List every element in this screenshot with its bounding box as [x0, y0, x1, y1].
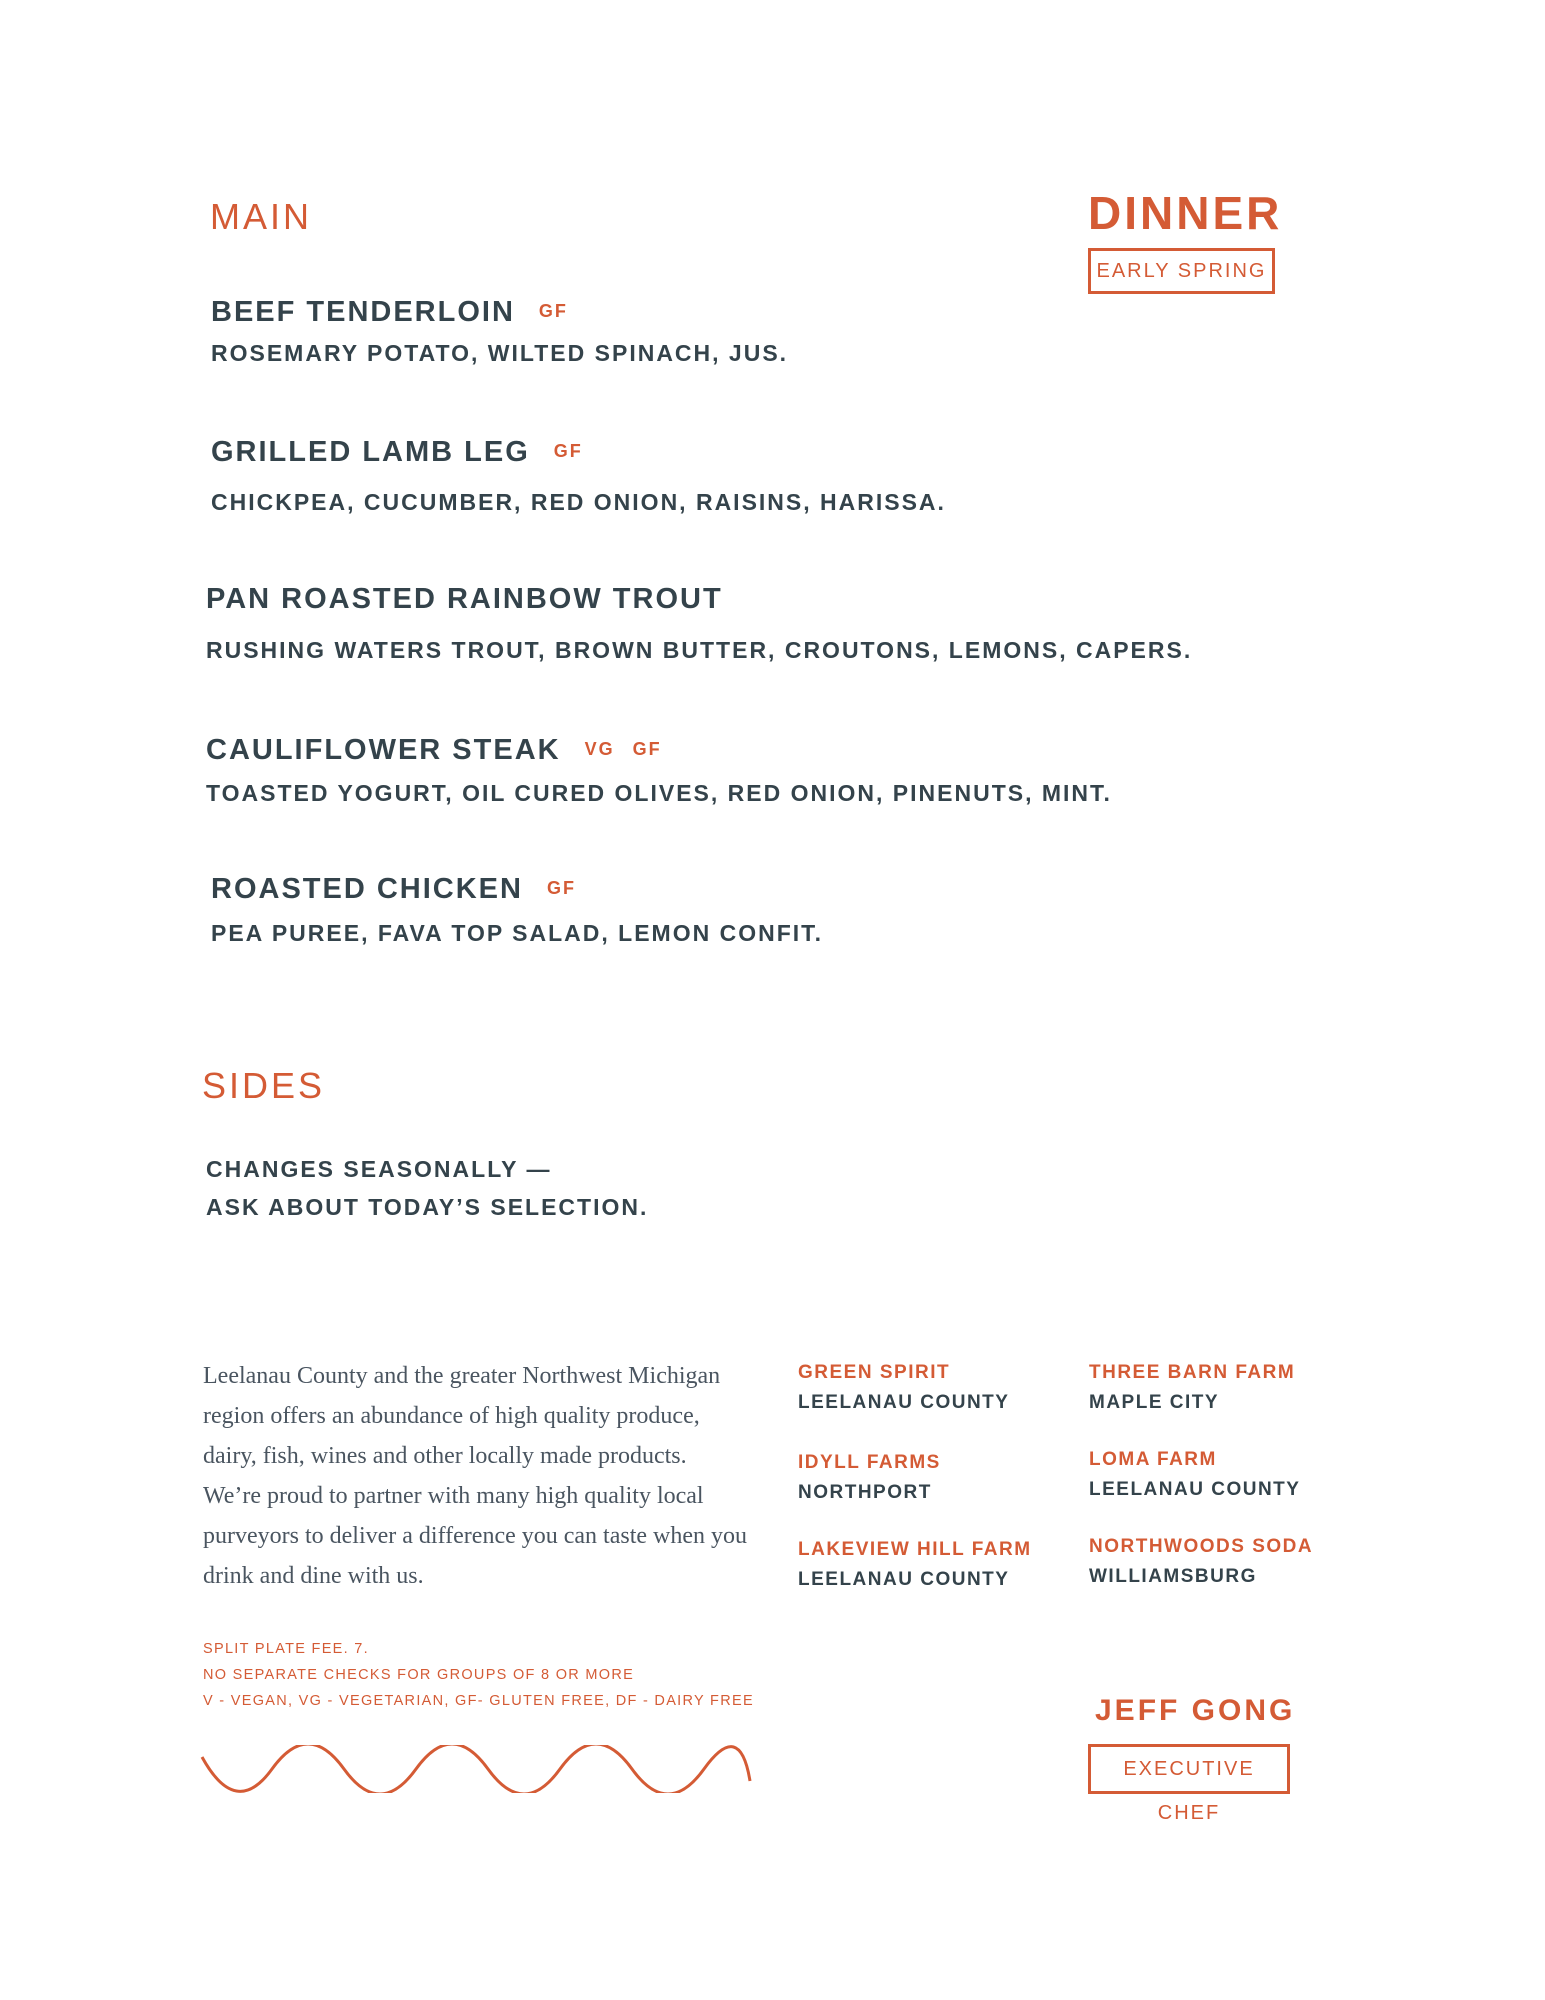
partner-entry: [798, 1362, 1009, 1414]
partner-name: NORTHWOODS SODA: [1089, 1536, 1314, 1557]
diet-tag: GF: [553, 441, 583, 461]
partner-location: LEELANAU COUNTY: [1089, 1479, 1301, 1500]
partner-name: LOMA FARM: [1089, 1449, 1217, 1470]
menu-item: [211, 873, 576, 906]
diet-tag: GF: [538, 301, 568, 321]
partner-entry: [1089, 1536, 1313, 1588]
diet-tag: VG: [584, 739, 615, 759]
partner-location: LEELANAU COUNTY: [798, 1392, 1010, 1413]
menu-item: [206, 734, 662, 767]
partner-name: IDYLL FARMS: [798, 1452, 941, 1473]
main-section-title: MAIN: [210, 196, 312, 237]
item-name: PAN ROASTED RAINBOW TROUT: [206, 583, 723, 615]
wave-divider-icon: [200, 1745, 752, 1793]
menu-item: [206, 583, 723, 616]
item-name: GRILLED LAMB LEG: [211, 436, 530, 468]
partner-location: MAPLE CITY: [1089, 1392, 1220, 1413]
item-description: RUSHING WATERS TROUT, BROWN BUTTER, CROUTONS, LEMONS, CAPERS.: [206, 637, 1193, 663]
item-description: ROSEMARY POTATO, WILTED SPINACH, JUS.: [211, 340, 789, 366]
note-line: NO SEPARATE CHECKS FOR GROUPS OF 8 OR MORE: [203, 1667, 635, 1683]
item-name: CAULIFLOWER STEAK: [206, 734, 561, 766]
note-line: V - VEGAN, VG - VEGETARIAN, GF- GLUTEN FREE, DF - DAIRY FREE: [203, 1693, 754, 1709]
menu-item: [211, 436, 583, 469]
item-name: BEEF TENDERLOIN: [211, 296, 515, 328]
about-text: Leelanau County and the greater Northwest Michigan region offers an abundance of high quality produce, dairy, fish, wines and other locally made products. We’re proud to partner with many high quality local purveyors to deliver a difference you can taste when you drink and dine with us.: [203, 1363, 748, 1589]
item-description: PEA PUREE, FAVA TOP SALAD, LEMON CONFIT.: [211, 920, 824, 946]
partner-entry: [1089, 1362, 1295, 1414]
partner-entry: [1089, 1449, 1300, 1501]
item-description: CHICKPEA, CUCUMBER, RED ONION, RAISINS, HARISSA.: [211, 489, 946, 515]
diet-tag: GF: [546, 878, 576, 898]
fine-print: [203, 1636, 754, 1714]
menu-title: DINNER: [1088, 187, 1283, 239]
partner-name: THREE BARN FARM: [1089, 1362, 1296, 1383]
season-badge: EARLY SPRING: [1088, 248, 1275, 294]
diet-tag: GF: [632, 739, 662, 759]
partner-location: WILLIAMSBURG: [1089, 1566, 1257, 1587]
item-name: ROASTED CHICKEN: [211, 873, 523, 905]
partner-location: LEELANAU COUNTY: [798, 1569, 1010, 1590]
partner-entry: [798, 1452, 941, 1504]
menu-item: [211, 296, 568, 329]
partner-entry: [798, 1539, 1032, 1591]
note-line: SPLIT PLATE FEE. 7.: [203, 1641, 369, 1657]
chef-name: JEFF GONG: [1095, 1694, 1296, 1727]
partner-name: GREEN SPIRIT: [798, 1362, 951, 1383]
sides-section-title: SIDES: [202, 1065, 326, 1106]
item-description: TOASTED YOGURT, OIL CURED OLIVES, RED ONION, PINENUTS, MINT.: [206, 780, 1112, 806]
sides-line-2: ASK ABOUT TODAY’S SELECTION.: [206, 1194, 649, 1220]
partner-location: NORTHPORT: [798, 1482, 932, 1503]
sides-line-1: CHANGES SEASONALLY —: [206, 1156, 552, 1182]
chef-title-badge: EXECUTIVE CHEF: [1088, 1744, 1290, 1794]
partner-name: LAKEVIEW HILL FARM: [798, 1539, 1032, 1560]
